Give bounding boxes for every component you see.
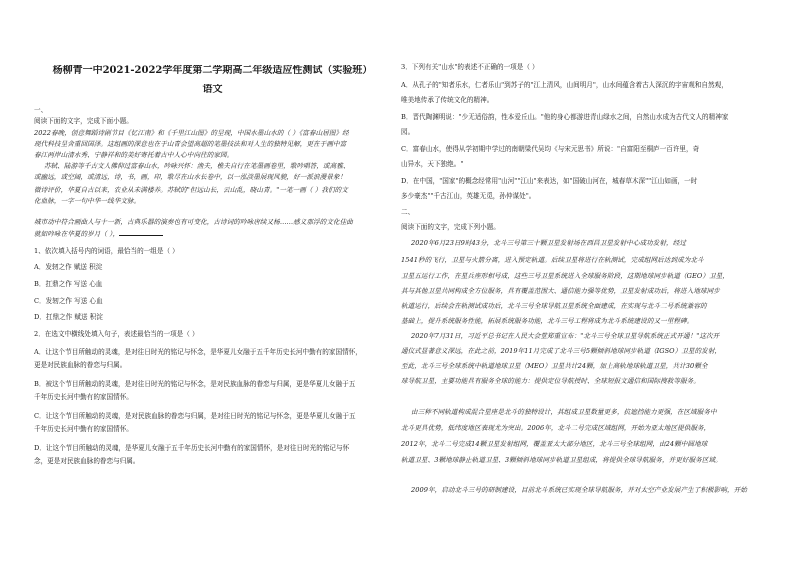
answer-blank	[119, 229, 163, 236]
question-1-option-b: B．扛鼎之作 写送 心血	[34, 280, 103, 288]
question-3-option-a: A．从孔子的"知者乐水，仁者乐山"到苏子的"江上清风，山间明月"，山水间蕴含着古人深沉的宇宙观和自然观，	[401, 81, 728, 89]
passage-line: 至此，北斗三号全球系统中轨道地球卫星（MEO）卫星共计24颗，加上高轨地球轨道卫星，共计30颗全	[401, 362, 708, 370]
question-3-option-d-cont: 多少豪杰""千古江山，英雄无觅，孙仲谋处"。	[401, 192, 536, 200]
question-3-option-c: C．富春山水，使得从学初期中学过的南朝梁代吴均《与宋元思书》所说："自富阳至桐庐一百许里，奇	[401, 145, 700, 153]
passage-line: 由三种不同轨道构成混合星座是北斗的独特设计，其组成卫星数量更多，抗遮挡能力更强，在区域服务中	[411, 408, 717, 416]
reading-instruction: 阅读下面的文字，完成下面小题。	[34, 117, 133, 125]
passage-line: 其与其他卫星共同构成全方位服务，具有覆盖范围大、通信能力强等优势，卫星发射成功后，将进入地球同步	[401, 287, 720, 295]
question-2-option-a-cont: 更是对民族血脉的眷恋与归属。	[34, 361, 127, 369]
question-3-option-b-cont: 园。	[401, 128, 415, 136]
passage-line: 2009年，启动北斗三号的研制建设，目前北斗系统已实现全球导航服务，并对太空产业发展产生了积极影响，开始	[411, 486, 747, 494]
passage-line: 2022春晚，创意舞蹈诗剧节目《忆江南》和《千里江山图》的呈现，中国水墨山水的（ ）《富春山居图》经	[34, 129, 349, 137]
question-2-stem: 2．在选文中横线处填入句子，表述最恰当的一项是（ ）	[34, 330, 199, 338]
question-3-option-c-cont: 山异水，天下独绝。"	[401, 160, 464, 168]
section-heading-two: 二、	[401, 208, 415, 216]
passage-line: 轨道运行，后续会在轨测试成功后，北斗三号全球导航卫星系统全面建成，在实现与北斗二号系统兼容的	[401, 302, 707, 310]
subject-title: 语文	[202, 84, 223, 95]
question-2-option-c-cont: 千年历史长河中勤有的家国情怀。	[34, 425, 133, 433]
passage-line: 卫星五运行工作，在星兵座形相号成，这些三号卫星系统进入全球服务阶段，这期地球同步轨道（GEO）卫星，	[401, 272, 729, 280]
passage-line: 通仪式显著意义深远，在此之前，2019年11月完成了北斗三号5颗倾斜地球同步轨道（IGSO）卫星的发射，	[401, 347, 722, 355]
question-3-option-d: D．在中国，"国家"的概念经常用"山河""江山"来表达，如"国破山河在，城春草木深""江山如画，一时	[401, 177, 698, 185]
question-3-stem: 3．下列有关"山水"的表述不正确的一项是（ ）	[401, 63, 539, 71]
question-2-option-a: A．让这个节目所触动的灵魂，是对往日时光的铭记与怀念，是华夏儿女融于五千年历史长河中勤有的家国情怀，	[34, 348, 362, 356]
passage-line: 北斗更具优势，低纬度地区表现尤为突出。2006年，北斗二号完成区域组网，开始为亚太地区提供服务，	[401, 424, 711, 432]
question-3-option-b: B．晋代陶渊明说："少无适俗韵，性本爱丘山。"他的身心都游进青山绿水之间，自然山水成为古代文人的精神家	[401, 113, 729, 121]
passage-line: 苏轼、陆游等千古文人佛仰过富春山水，吟咏兴怀：渔夫，樵夫自行在笔墨画卷里，歌吟唱答，或高雅、	[44, 162, 350, 170]
question-2-option-b: B．被这个节目所触动的灵魂，是对往日时光的铭记与怀念，是对民族血脉的眷恋与归属，更是华夏儿女融于五	[34, 380, 356, 388]
section-heading-one: 一、	[34, 106, 48, 114]
passage-line: 1541秒的飞行，卫星与火箭分离，进入预定轨道。后续卫星将进行在轨测试，完成组网后达到成为北斗	[401, 256, 704, 264]
passage-line: 基础上，提升系统服务性能，拓展系统服务功能，北斗三号工程将成为北斗系统建设的又一里程碑。	[401, 317, 694, 325]
passage-line: 春江两岸山清水秀、宁静祥和的美好寄托着古中人心中向往的家园。	[34, 151, 234, 159]
passage-line: 2012年，北斗二号完成14颗卫星发射组网，覆盖亚太大部分地区，北斗三号全球组网，由24颗中圆地球	[401, 440, 708, 448]
passage-line: 化血脉，一字一句中华一线华文脉。	[34, 197, 141, 205]
passage-line: 就如吟咏在华夏的岁月（ ），	[34, 229, 391, 239]
question-2-option-c: C．让这个节目所触动的灵魂，是对民族血脉的眷恋与归属，是对往日时光的铭记与怀念，更是华夏儿女融于五	[34, 412, 356, 420]
passage-line: 2020年6月23日9时43分，北斗三号第三十颗卫星发射场在西昌卫星发射中心成功发射，经过	[411, 239, 686, 247]
passage-line: 城市动中符合画曲人与十一新，古典乐器的演奏也有可变化，古诗词的吟咏唐续又杨……感义那浮的文化佳曲	[34, 218, 353, 226]
question-1-option-d: D．扛鼎之作 赋送 积淀	[34, 313, 103, 321]
passage-line: 球导航卫星，主要功能具有服务全球的能力：提供定位导航授时、全球短报文通信和国际搜救等服务。	[401, 377, 700, 385]
reading-instruction-two: 阅读下面的文字，完成下列小题。	[401, 223, 500, 231]
question-2-option-d-cont: 念，更是对民族血脉的眷恋与归属。	[34, 457, 140, 465]
passage-line: 或幽远，或空阔，或清远，诗，书，画，印，歌尽在山水长卷中，以一泓淡墨展现风貌，好一派浪漫景象！	[34, 173, 347, 181]
question-1-stem: 1、依次填入括号内的词语，最恰当的一组是（ ）	[34, 247, 179, 255]
passage-line: 2020年7月31日，习近平总书记在人民大会堂郑重宣布："北斗三号全球卫星导航系统正式开通！"这次开	[411, 332, 720, 340]
exam-title: 杨柳青一中2021-2022学年度第二学期高二年级适应性测试（实验班）	[52, 65, 373, 76]
passage-line: 轨道卫星、3颗地球静止轨道卫星、3颗倾斜地球同步轨道卫星组成，将提供全球导航服务，并更好服务区域。	[401, 456, 722, 464]
question-1-option-a: A．发轫之作 赋送 积淀	[34, 263, 103, 271]
question-1-option-c: C．发轫之作 写送 心血	[34, 297, 103, 305]
question-2-option-b-cont: 千年历史长河中勤有的家国情怀。	[34, 393, 133, 401]
question-3-option-a-cont: 唯美地传承了传统文化的精神。	[401, 96, 494, 104]
passage-line: 微诗评价，华夏自古以来，农业从未满楼养。苏轼的"但远山长，云山乱，晓山青。"一笔一画（ ）我们的文	[34, 186, 348, 194]
passage-line: 现代科技呈舍重回国泽。这组画的深意也在于山青会望高超的笔墨技法和对人生的独特见解，更在于画中富	[34, 140, 347, 148]
question-2-option-d: D．让这个节目所触动的灵魂，是华夏儿女融于五千年历史长河中勤有的家国情怀，是对往日时光的铭记与怀	[34, 444, 350, 452]
